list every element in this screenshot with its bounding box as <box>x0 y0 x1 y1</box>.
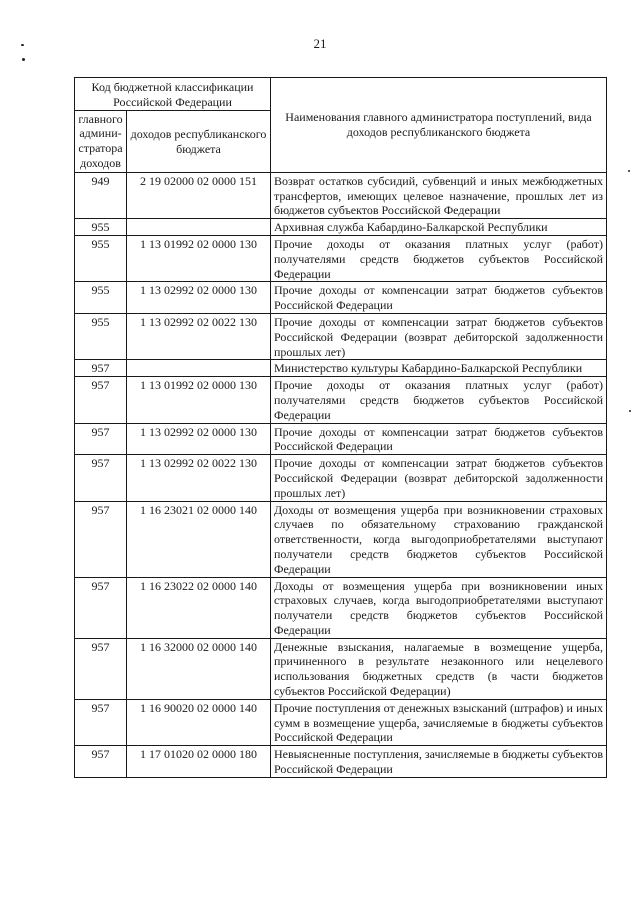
revenue-code-cell: 1 13 02992 02 0022 130 <box>127 455 271 501</box>
revenue-name-cell: Денежные взыскания, налагаемые в возмещение ущерба, причиненного в результате незаконного или нецелевого использования бюджетных средств (в части бюджетов субъектов Российской Федерации) <box>271 638 607 699</box>
revenue-code-cell: 1 13 01992 02 0000 130 <box>127 235 271 281</box>
revenue-name-cell: Прочие доходы от оказания платных услуг (работ) получателями средств бюджетов субъектов Российской Федерации <box>271 235 607 281</box>
revenue-name-cell: Архивная служба Кабардино-Балкарской Республики <box>271 219 607 236</box>
revenue-code-cell: 1 13 02992 02 0000 130 <box>127 282 271 314</box>
revenue-code-cell: 1 13 01992 02 0000 130 <box>127 377 271 423</box>
admin-code-cell: 957 <box>75 638 127 699</box>
scan-speck <box>22 58 25 61</box>
revenue-name-cell: Прочие доходы от компенсации затрат бюджетов субъектов Российской Федерации (возврат дебиторской задолженности прошлых лет) <box>271 455 607 501</box>
admin-code-cell: 957 <box>75 746 127 778</box>
admin-code-cell: 957 <box>75 360 127 377</box>
header-chief-administrator: главного админи-стратора доходов <box>75 110 127 172</box>
table-row <box>75 313 607 359</box>
admin-code-cell: 957 <box>75 699 127 745</box>
table-row <box>75 172 607 218</box>
table-row <box>75 638 607 699</box>
revenue-code-cell: 1 16 90020 02 0000 140 <box>127 699 271 745</box>
revenue-code-cell: 1 13 02992 02 0000 130 <box>127 423 271 455</box>
table-row <box>75 235 607 281</box>
table-row <box>75 699 607 745</box>
table-row <box>75 746 607 778</box>
admin-code-cell: 955 <box>75 235 127 281</box>
table-row <box>75 577 607 638</box>
revenue-code-cell: 1 17 01020 02 0000 180 <box>127 746 271 778</box>
header-classification-code: Код бюджетной классификации Российской Федерации <box>75 78 271 111</box>
revenue-name-cell: Прочие доходы от компенсации затрат бюджетов субъектов Российской Федерации <box>271 423 607 455</box>
revenue-code-cell <box>127 360 271 377</box>
revenue-name-cell: Прочие поступления от денежных взысканий (штрафов) и иных сумм в возмещение ущерба, зачисляемые в бюджеты субъектов Российской Федерации <box>271 699 607 745</box>
revenue-code-cell <box>127 219 271 236</box>
revenue-name-cell: Возврат остатков субсидий, субвенций и иных межбюджетных трансфертов, имеющих целевое назначение, прошлых лет из бюджетов субъектов Российской Федерации <box>271 172 607 218</box>
revenue-name-cell: Министерство культуры Кабардино-Балкарской Республики <box>271 360 607 377</box>
revenue-code-cell: 2 19 02000 02 0000 151 <box>127 172 271 218</box>
admin-code-cell: 957 <box>75 377 127 423</box>
revenue-name-cell: Прочие доходы от оказания платных услуг (работ) получателями средств бюджетов субъектов Российской Федерации <box>271 377 607 423</box>
revenue-code-cell: 1 13 02992 02 0022 130 <box>127 313 271 359</box>
table-row <box>75 501 607 577</box>
scan-speck <box>628 170 630 172</box>
table-row <box>75 360 607 377</box>
page-number: 21 <box>313 36 327 51</box>
revenue-name-cell: Доходы от возмещения ущерба при возникновении страховых случаев по обязательному страхованию гражданской ответственности, когда выгодоприобретателями выступают получатели средств бюджетов субъектов Российской Федерации <box>271 501 607 577</box>
table-body <box>75 172 607 777</box>
table-header <box>75 78 607 173</box>
header-republican-revenue: доходов республиканского бюджета <box>127 110 271 172</box>
table-row <box>75 219 607 236</box>
revenue-name-cell: Прочие доходы от компенсации затрат бюджетов субъектов Российской Федерации (возврат дебиторской задолженности прошлых лет) <box>271 313 607 359</box>
admin-code-cell: 955 <box>75 219 127 236</box>
revenue-name-cell: Невыясненные поступления, зачисляемые в бюджеты субъектов Российской Федерации <box>271 746 607 778</box>
header-administrator-name: Наименования главного администратора поступлений, вида доходов республиканского бюджета <box>271 78 607 173</box>
table-row <box>75 377 607 423</box>
revenue-code-cell: 1 16 23021 02 0000 140 <box>127 501 271 577</box>
admin-code-cell: 957 <box>75 501 127 577</box>
revenue-code-cell: 1 16 32000 02 0000 140 <box>127 638 271 699</box>
budget-classification-table <box>74 77 607 778</box>
revenue-name-cell: Доходы от возмещения ущерба при возникновении иных страховых случаев, когда выгодоприобретателями выступают получатели средств бюджетов субъектов Российской Федерации <box>271 577 607 638</box>
admin-code-cell: 957 <box>75 423 127 455</box>
admin-code-cell: 957 <box>75 455 127 501</box>
admin-code-cell: 955 <box>75 313 127 359</box>
scan-speck <box>629 410 631 412</box>
table-row <box>75 282 607 314</box>
admin-code-cell: 957 <box>75 577 127 638</box>
table-row <box>75 455 607 501</box>
revenue-code-cell: 1 16 23022 02 0000 140 <box>127 577 271 638</box>
admin-code-cell: 955 <box>75 282 127 314</box>
revenue-name-cell: Прочие доходы от компенсации затрат бюджетов субъектов Российской Федерации <box>271 282 607 314</box>
admin-code-cell: 949 <box>75 172 127 218</box>
table-row <box>75 423 607 455</box>
